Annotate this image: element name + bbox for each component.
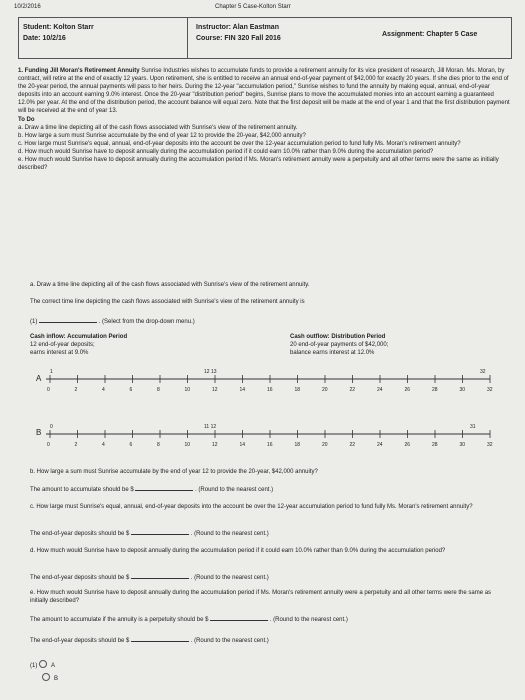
timeline-tick-label: 14 bbox=[239, 442, 246, 448]
timeline-tick-label: 2 bbox=[74, 442, 78, 448]
timeline-b-mid: 11 12 bbox=[204, 424, 217, 430]
inflow-line2: earns interest at 9.0% bbox=[30, 350, 89, 356]
course: Course: FIN 320 Fall 2016 bbox=[196, 35, 281, 42]
todo-c: c. How large must Sunrise's equal, annual, end-of-year deposits into the account be over the 12-year accumulation period to fund fully Ms. Moran's retirement annuity? bbox=[18, 140, 461, 147]
timeline-a-ticks bbox=[47, 375, 493, 393]
question-body: Sunrise Industries wishes to accumulate funds to provide a retirement annuity for its vice president of research, Jill Moran. Ms. Moran, by contract, will retire at the end of exactly 12 years. Upon retirement, she is entitled to receive an annual end-of-year payment of $42,000 for exactly 20 years. If she dies prior to the end of the 20-year period, the annual payments will pass to her heirs. During the 12-year "accumulation period," Sunrise wishes to fund the annuity by making equal, annual, end-of-year deposits into an account earning 9.0% interest. Once the 20-year "distribution period" begins, Sunrise plans to move the accumulated monies into an account earning a guaranteed 12.0% per year. At the end of the distribution period, the account balance will equal zero. Note that the first deposit will be made at the end of year 1 and that the first distribution payment will be received at the end of year 13. bbox=[18, 68, 510, 115]
timeline-tick-label: 14 bbox=[239, 387, 246, 393]
select-hint: . (Select from the drop-down menu.) bbox=[98, 319, 195, 325]
answer-e-prompt: e. How much would Sunrise have to deposit annually during the accumulation period if Ms. Moran's retirement annuity were a perpetuity and all other terms were the same as initially described? bbox=[30, 590, 492, 604]
outflow-line1: 20 end-of-year payments of $42,000; bbox=[290, 342, 389, 348]
timeline-tick-label: 6 bbox=[129, 442, 133, 448]
timeline-tick-label: 32 bbox=[487, 442, 493, 448]
timeline-tick-label: 26 bbox=[404, 387, 411, 393]
print-date: 10/2/2016 bbox=[14, 4, 41, 10]
timeline-tick-label: 6 bbox=[129, 387, 133, 393]
timeline-diagram bbox=[28, 366, 498, 456]
question-title: 1. Funding Jill Moran's Retirement Annuity bbox=[18, 68, 140, 74]
b-round-note: . (Round to the nearest cent.) bbox=[195, 487, 274, 493]
timeline-tick-label: 10 bbox=[184, 442, 191, 448]
b-answer-input[interactable] bbox=[135, 484, 193, 491]
timeline-tick-label: 12 bbox=[212, 442, 218, 448]
timeline-tick-label: 28 bbox=[432, 387, 438, 393]
timeline-select[interactable] bbox=[39, 316, 97, 323]
timeline-tick-label: 18 bbox=[294, 387, 301, 393]
timeline-tick-label: 16 bbox=[267, 442, 273, 448]
todo-e: e. How much would Sunrise have to deposit annually during the accumulation period if Ms. Moran's retirement annuity were a perpetuity and all other terms were the same as initially described? bbox=[18, 157, 499, 172]
c-answer-input[interactable] bbox=[131, 528, 189, 535]
print-title: Chapter 5 Case-Kolton Starr bbox=[215, 4, 291, 10]
timeline-tick-label: 26 bbox=[404, 442, 411, 448]
e-deposit-input[interactable] bbox=[131, 635, 189, 642]
timeline-tick-label: 30 bbox=[459, 442, 466, 448]
timeline-tick-label: 22 bbox=[349, 442, 356, 448]
timeline-tick-label: 0 bbox=[47, 387, 50, 393]
b-answer-label: The amount to accumulate should be $ bbox=[30, 487, 134, 493]
e-round-note-2: . (Round to the nearest cent.) bbox=[190, 638, 269, 644]
question-block bbox=[18, 67, 510, 172]
e-accumulate-input[interactable] bbox=[210, 614, 268, 621]
student-date: Date: 10/2/16 bbox=[23, 35, 66, 42]
timeline-tick-label: 20 bbox=[322, 442, 328, 448]
outflow-line2: balance earns interest at 12.0% bbox=[290, 350, 375, 356]
timeline-b-start: 0 bbox=[50, 424, 53, 430]
todo-heading: To Do bbox=[18, 116, 35, 123]
timeline-a-label: A bbox=[36, 374, 42, 383]
answer-b-prompt: b. How large a sum must Sunrise accumulate by the end of year 12 to provide the 20-year, $42,000 annuity? bbox=[30, 469, 318, 475]
inflow-line1: 12 end-of-year deposits; bbox=[30, 342, 95, 348]
timeline-tick-label: 4 bbox=[102, 442, 105, 448]
timeline-tick-label: 12 bbox=[212, 387, 218, 393]
e-round-note-1: . (Round to the nearest cent.) bbox=[269, 617, 348, 623]
assignment: Assignment: Chapter 5 Case bbox=[382, 31, 478, 38]
timeline-b-end: 31 bbox=[470, 424, 476, 430]
timeline-tick-label: 28 bbox=[432, 442, 438, 448]
timeline-tick-label: 20 bbox=[322, 387, 328, 393]
info-box bbox=[18, 17, 512, 59]
answer-c-prompt: c. How large must Sunrise's equal, annual, end-of-year deposits into the account be over the 12-year accumulation period to fund fully Ms. Moran's retirement annuity? bbox=[30, 504, 473, 510]
timeline-tick-label: 0 bbox=[47, 442, 50, 448]
answer-d-prompt: d. How much would Sunrise have to deposit annually during the accumulation period if it could earn 10.0% rather than 9.0% during the accumulation period? bbox=[30, 548, 446, 554]
student-name: Student: Kolton Starr bbox=[23, 24, 94, 31]
timeline-tick-label: 32 bbox=[487, 387, 493, 393]
timeline-a-mid: 12 13 bbox=[204, 369, 217, 375]
timeline-tick-label: 8 bbox=[157, 442, 160, 448]
timeline-tick-label: 18 bbox=[294, 442, 301, 448]
select-label: (1) bbox=[30, 319, 38, 325]
timeline-b-label: B bbox=[36, 428, 42, 437]
d-answer-label: The end-of-year deposits should be $ bbox=[30, 575, 130, 581]
timeline-tick-label: 4 bbox=[102, 387, 105, 393]
d-round-note: . (Round to the nearest cent.) bbox=[190, 575, 269, 581]
timeline-a-start: 1 bbox=[50, 369, 53, 375]
option-b-radio[interactable] bbox=[42, 673, 50, 681]
option-label: (1) bbox=[30, 663, 38, 669]
option-a-radio[interactable] bbox=[39, 660, 47, 668]
timeline-tick-label: 24 bbox=[377, 387, 383, 393]
answer-a-prompt: a. Draw a time line depicting all of the cash flows associated with Sunrise's view of the retirement annuity. bbox=[30, 282, 310, 288]
d-answer-input[interactable] bbox=[131, 572, 189, 579]
option-a-label: A bbox=[51, 663, 56, 669]
inflow-title: Cash inflow: Accumulation Period bbox=[30, 334, 128, 340]
correct-timeline-text: The correct time line depicting the cash flows associated with Sunrise's view of the retirement annuity is bbox=[30, 299, 305, 305]
timeline-tick-label: 24 bbox=[377, 442, 383, 448]
timeline-b-ticks bbox=[47, 430, 493, 448]
c-answer-label: The end-of-year deposits should be $ bbox=[30, 531, 130, 537]
todo-d: d. How much would Sunrise have to deposit annually during the accumulation period if it could earn 10.0% rather than 9.0% during the accumulation period? bbox=[18, 148, 434, 155]
outflow-title: Cash outflow: Distribution Period bbox=[290, 334, 386, 340]
c-round-note: . (Round to the nearest cent.) bbox=[190, 531, 269, 537]
timeline-tick-label: 8 bbox=[157, 387, 160, 393]
e-accumulate-label: The amount to accumulate if the annuity is a perpetuity should be $ bbox=[30, 617, 209, 623]
timeline-tick-label: 22 bbox=[349, 387, 356, 393]
timeline-a-end: 32 bbox=[480, 369, 486, 375]
instructor: Instructor: Alan Eastman bbox=[196, 24, 279, 31]
option-b-label: B bbox=[54, 676, 59, 682]
e-deposit-label: The end-of-year deposits should be $ bbox=[30, 638, 130, 644]
todo-a: a. Draw a time line depicting all of the cash flows associated with Sunrise's view of the retirement annuity. bbox=[18, 124, 298, 131]
timeline-tick-label: 30 bbox=[459, 387, 466, 393]
todo-b: b. How large a sum must Sunrise accumulate by the end of year 12 to provide the 20-year, $42,000 annuity? bbox=[18, 132, 306, 139]
timeline-tick-label: 16 bbox=[267, 387, 273, 393]
timeline-tick-label: 2 bbox=[74, 387, 78, 393]
timeline-tick-label: 10 bbox=[184, 387, 191, 393]
